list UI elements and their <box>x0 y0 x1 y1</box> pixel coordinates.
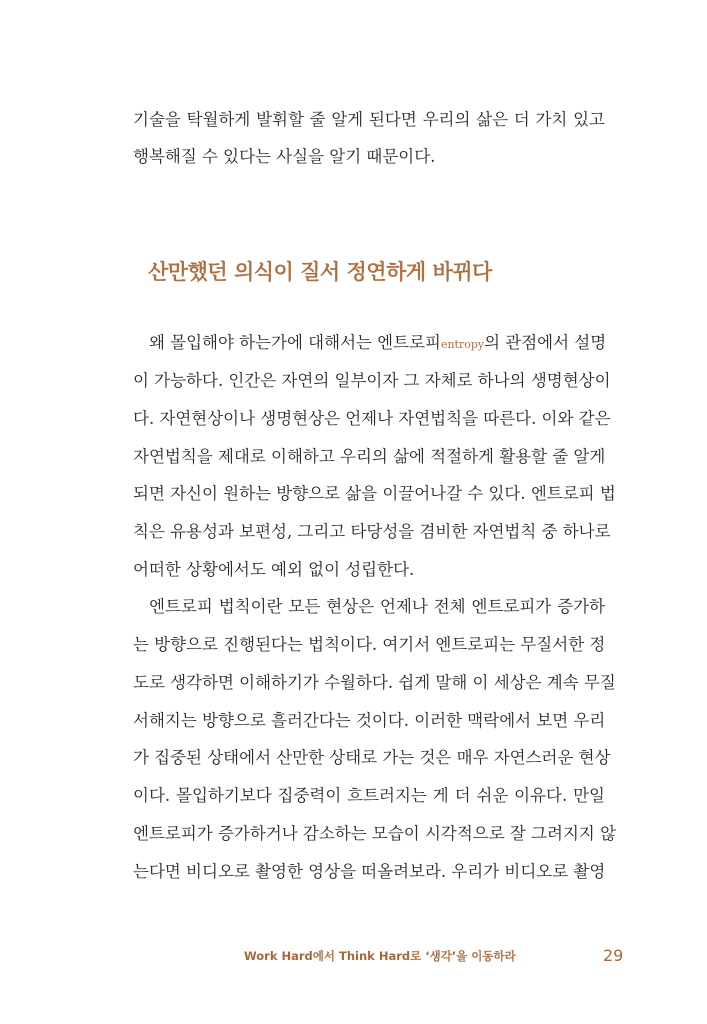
page-number: 29 <box>603 946 624 965</box>
text-line: 다. 자연현상이나 생명현상은 언제나 자연법칙을 따른다. 이와 같은 <box>133 409 611 428</box>
text-line: 어떠한 상황에서도 예외 없이 성립한다. <box>133 560 415 579</box>
text-line: 되면 자신이 원하는 방향으로 삶을 이끌어나갈 수 있다. 엔트로피 법 <box>133 484 616 503</box>
section-heading: 산만했던 의식이 질서 정연하게 바뀌다 <box>148 260 492 284</box>
term-entropy: entropy <box>440 338 485 351</box>
text-line <box>149 332 605 354</box>
text-line: 칙은 유용성과 보편성, 그리고 타당성을 겸비한 자연법칙 중 하나로 <box>133 522 611 541</box>
text-line: 기술을 탁월하게 발휘할 줄 알게 된다면 우리의 삶은 더 가치 있고 <box>133 110 605 129</box>
text-line: 행복해질 수 있다는 사실을 알기 때문이다. <box>133 147 436 166</box>
text-segment: 왜 몰입해야 하는가에 대해서는 엔트로피 <box>149 333 441 352</box>
text-line: 엔트로피가 증가하거나 감소하는 모습이 시각적으로 잘 그려지지 않 <box>133 824 617 843</box>
text-line: 엔트로피 법칙이란 모든 현상은 언제나 전체 엔트로피가 증가하 <box>149 597 605 616</box>
text-line: 이다. 몰입하기보다 집중력이 흐트러지는 게 더 쉬운 이유다. 만일 <box>133 786 605 805</box>
text-line: 이 가능하다. 인간은 자연의 일부이자 그 자체로 하나의 생명현상이 <box>133 371 611 390</box>
running-footer-title: Work Hard에서 Think Hard로 ‘생각’을 이동하라 <box>244 949 516 963</box>
text-line: 는다면 비디오로 촬영한 영상을 떠올려보라. 우리가 비디오로 촬영 <box>133 862 606 881</box>
text-line: 자연법칙을 제대로 이해하고 우리의 삶에 적절하게 활용할 줄 알게 <box>133 447 606 466</box>
text-line: 도로 생각하면 이해하기가 수월하다. 쉽게 말해 이 세상은 계속 무질 <box>133 673 616 692</box>
text-line: 가 집중된 상태에서 산만한 상태로 가는 것은 매우 자연스러운 현상 <box>133 748 611 767</box>
text-line: 는 방향으로 진행된다는 법칙이다. 여기서 엔트로피는 무질서한 정 <box>133 635 606 654</box>
text-segment: 의 관점에서 설명 <box>484 333 607 352</box>
text-line: 서해지는 방향으로 흘러간다는 것이다. 이러한 맥락에서 보면 우리 <box>133 711 606 730</box>
